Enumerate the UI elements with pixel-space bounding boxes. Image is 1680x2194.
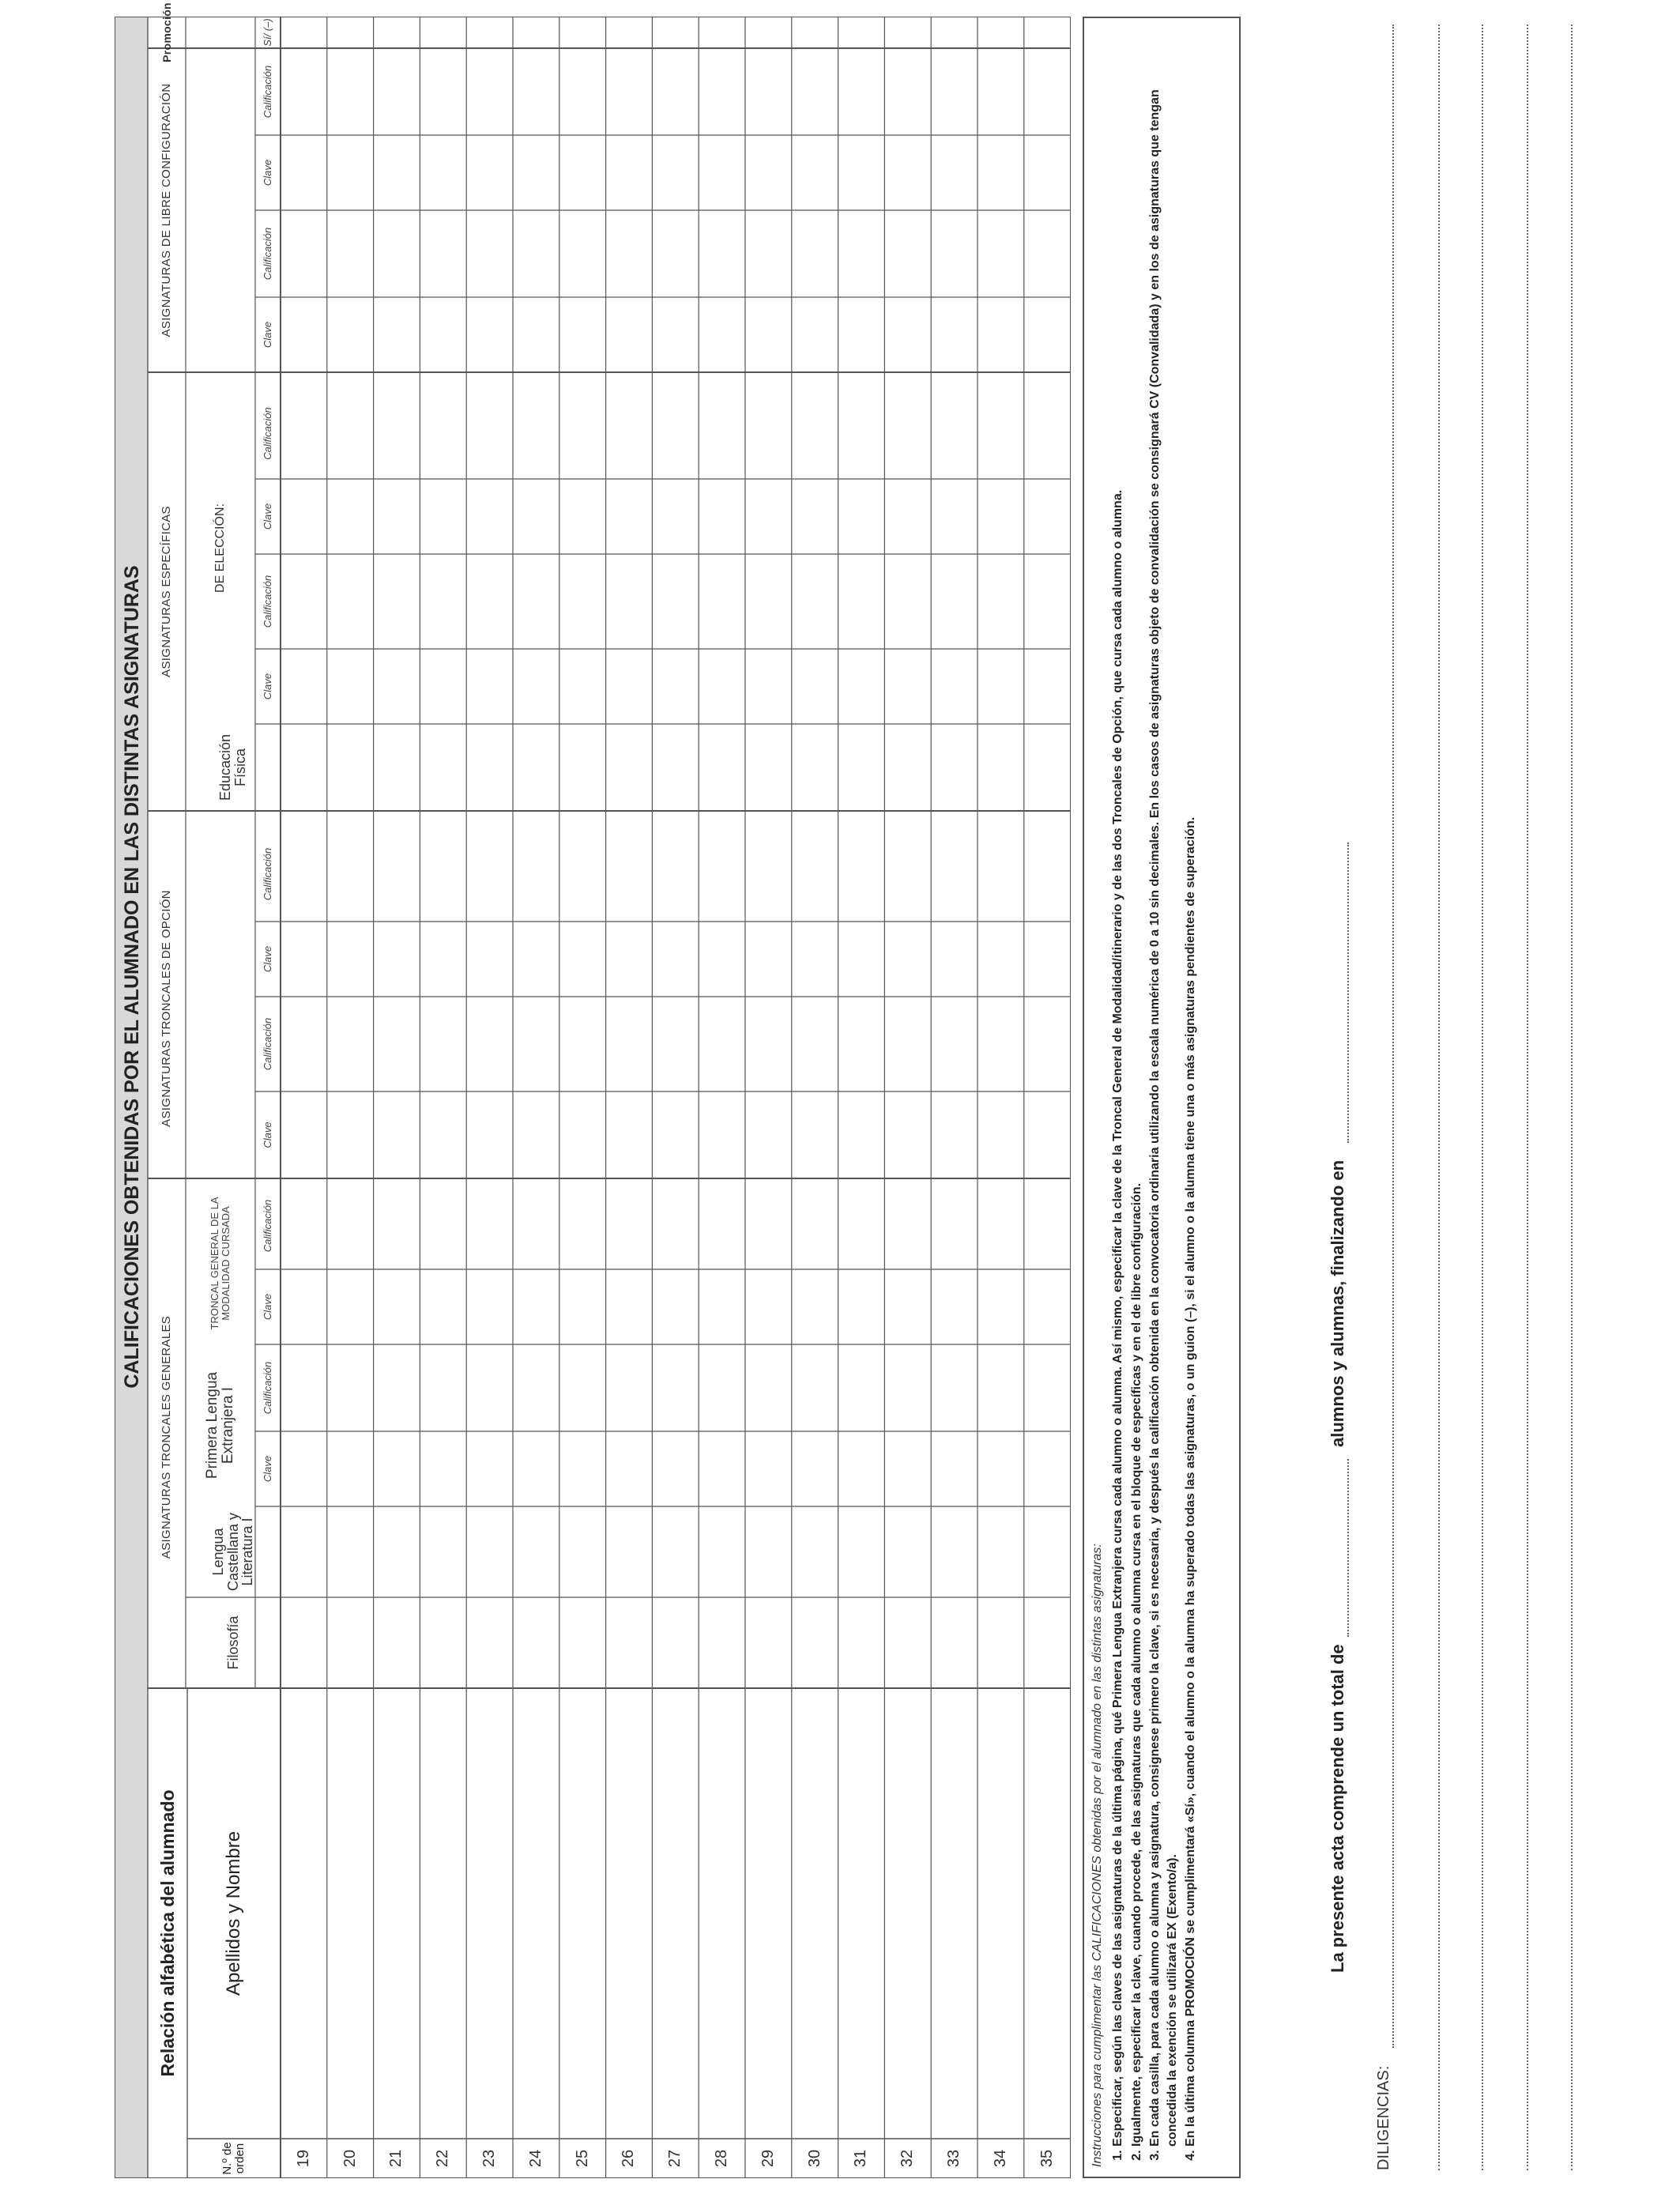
group-troncales-generales: ASIGNATURAS TRONCALES GENERALES	[160, 1315, 174, 1559]
row-number: 19	[294, 2149, 312, 2168]
column-header: Calificación	[262, 575, 274, 628]
instruction-item: 4. En la última columna PROMOCIÓN se cumplimentará «Sí», cuando el alumno o la alumna ha superado todas las asignaturas, o un guion (–), si el alumno o la alumna tiene una o más asignaturas pendientes de superación.	[1182, 28, 1200, 2147]
column-header: Clave	[262, 503, 274, 530]
column-header: Calificación	[262, 407, 274, 460]
finalizando-blank[interactable]	[1332, 843, 1349, 1143]
row-number: 32	[898, 2149, 917, 2168]
subject-primera-lengua: Primera Lengua Extranjera I	[204, 1371, 236, 1480]
column-header: Clave	[262, 945, 274, 973]
row-number: 23	[480, 2149, 499, 2168]
column-header: Clave	[262, 1122, 274, 1148]
subject-troncal-modalidad: TRONCAL GENERAL DE LA MODALIDAD CURSADA	[209, 1197, 232, 1330]
column-header: Clave	[262, 321, 274, 349]
instruction-item: 2. Igualmente, especificar la clave, cuando procede, de las asignaturas que cada alumno o alumna cursa en el bloque de específicas y en el de libre configuración.	[1128, 28, 1146, 2147]
column-header: Calificación	[262, 65, 274, 119]
column-header: Calificación	[262, 1017, 274, 1071]
instructions-list	[1109, 28, 1200, 2167]
column-header: Sí/ (–)	[262, 18, 274, 47]
group-libre-configuracion: ASIGNATURAS DE LIBRE CONFIGURACIÓN	[160, 83, 174, 337]
row-number: 27	[666, 2149, 684, 2168]
column-header: Lengua Castellana y Literatura I	[209, 1512, 256, 1592]
row-number: 31	[852, 2149, 870, 2168]
row-number: 28	[713, 2149, 731, 2168]
column-header: Clave	[262, 1455, 274, 1483]
column-header: Clave	[262, 1293, 274, 1321]
instructions-intro: Instrucciones para cumplimentar las CALIFICACIONES obtenidas por el alumnado en las distintas asignaturas:	[1090, 1544, 1104, 2167]
instruction-item: 3. En cada casilla, para cada alumno o alumna y asignatura, consignese primero la clave, si es necesaria, y después la calificación obtenida en la convocatoria ordinaria utilizando la escala numérica de 0 a 10 sin decimales. En los casos de asignaturas objeto de convalidación se consignará CV (Convalidada) y en los de asignaturas que tengan concedida la exención se utilizará EX (Exento/a).	[1147, 28, 1181, 2147]
diligencias-line[interactable]	[1555, 25, 1573, 2170]
row-number: 30	[805, 2149, 823, 2168]
group-promocion: Promoción	[160, 2, 173, 62]
footer-total-text: La presente acta comprende un total de	[1328, 1644, 1347, 1973]
column-header: Calificación	[262, 847, 274, 901]
instructions-box	[1083, 17, 1241, 2178]
column-header: Calificación	[262, 1199, 274, 1253]
column-header: Filosofía	[224, 1615, 241, 1670]
subject-de-eleccion: DE ELECCIÓN:	[213, 503, 227, 593]
column-header: Clave	[262, 159, 274, 187]
column-header: Calificación	[262, 1361, 274, 1415]
column-header: Calificación	[262, 227, 274, 281]
column-header: Clave	[262, 673, 274, 700]
group-especificas: ASIGNATURAS ESPECÍFICAS	[160, 506, 174, 677]
apellidos-header: Apellidos y Nombre	[223, 1830, 245, 1996]
relacion-header: Relación alfabética del alumnado	[156, 1789, 178, 2077]
row-number: 29	[759, 2149, 777, 2168]
row-number: 33	[945, 2149, 963, 2168]
numero-orden-header: N.º de orden	[220, 2142, 247, 2175]
row-number: 34	[991, 2149, 1009, 2168]
row-number: 24	[526, 2149, 544, 2168]
row-number: 25	[573, 2149, 591, 2168]
diligencias-line[interactable]	[1377, 25, 1394, 2048]
footer-alumnos-text: alumnos y alumnas, finalizando en	[1328, 1159, 1347, 1447]
row-number: 35	[1038, 2149, 1056, 2168]
grades-table	[115, 2, 1071, 2178]
diligencias-line[interactable]	[1422, 25, 1440, 2170]
diligencias-label: DILIGENCIAS:	[1375, 2065, 1392, 2170]
row-number: 22	[434, 2149, 452, 2168]
diligencias-line[interactable]	[1466, 25, 1483, 2170]
row-number: 21	[387, 2149, 405, 2168]
diligencias-line[interactable]	[1511, 25, 1528, 2170]
row-number: 20	[341, 2149, 359, 2168]
group-troncales-opcion: ASIGNATURAS TRONCALES DE OPCIÓN	[160, 890, 174, 1127]
total-blank[interactable]	[1332, 1459, 1349, 1637]
row-number: 26	[620, 2149, 638, 2168]
instruction-item: 1. Especificar, según las claves de las asignaturas de la última página, qué Primera Lengua Extranjera cursa cada alumno o alumna. Así mismo, especificar la clave de la Troncal General de Modalidad/itinerario y de las dos Troncales de Opción, que cursa cada alumno o alumna.	[1109, 28, 1127, 2147]
column-header: Educación Física	[217, 733, 248, 801]
table-title: CALIFICACIONES OBTENIDAS POR EL ALUMNADO EN LAS DISTINTAS ASIGNATURAS	[120, 565, 143, 1389]
